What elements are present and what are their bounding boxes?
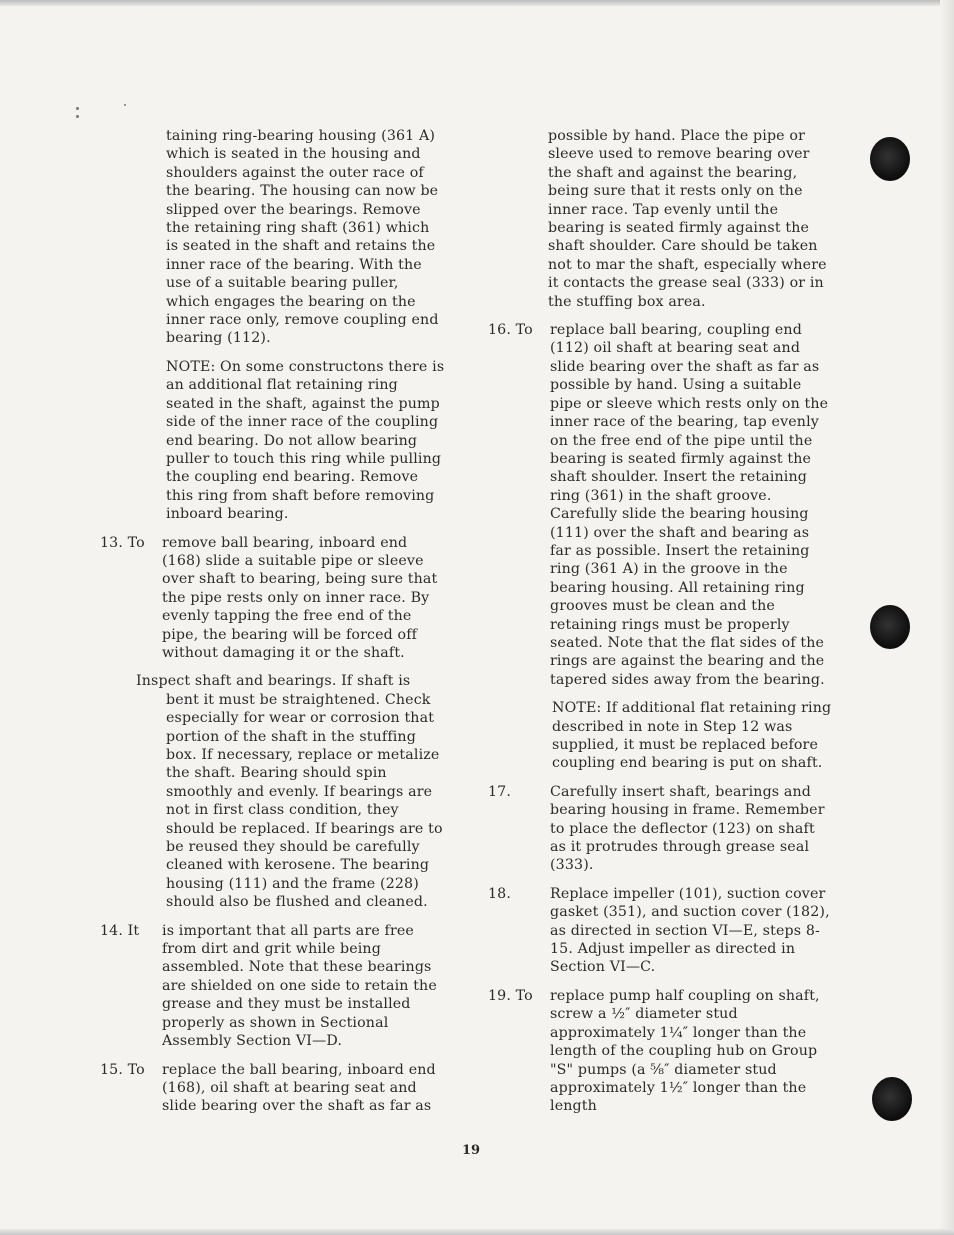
inspect-paragraph: Inspect shaft and bearings. If shaft is bent it must be straightened. Check especially for wear or corrosion that portion of the shaft in the stuffing box. If necessary, replace or metalize the shaft. Bearing should spin smoothly and evenly. If bearings are not in first class condition, they should be replaced. If bearings are to be reused they should be carefully cleaned with kerosene. The bearing housing (111) and the frame (228) should also be flushed and cleaned. (136, 673, 443, 911)
step-17 (488, 783, 833, 875)
right-column (488, 127, 833, 1126)
step-number: 14. It (100, 922, 140, 939)
punch-hole-middle (870, 605, 910, 649)
punch-hole-bottom (872, 1077, 912, 1121)
step-number: 18. (488, 885, 512, 902)
scan-speck (76, 107, 79, 110)
left-column (100, 127, 445, 1126)
page-number: 19 (462, 1143, 481, 1158)
page-right-edge (940, 0, 954, 1235)
step-19 (488, 987, 833, 1116)
page-bottom-edge (0, 1229, 954, 1235)
step-18 (488, 885, 833, 977)
step-text: is important that all parts are free from dirt and grit while being assembled. Note that these bearings are shielded on one side to retain the grease and they must be installed properly as shown in Sectional Assembly Section VI—D. (162, 922, 437, 1050)
step-15 (100, 1061, 445, 1116)
step-number: 19. To (488, 987, 533, 1004)
step-number: 16. To (488, 322, 533, 339)
step-text: Replace impeller (101), suction cover gasket (351), and suction cover (182), as directed in section VI—E, steps 8-15. Adjust impeller as directed in Section VI—C. (550, 885, 830, 976)
step-text: replace pump half coupling on shaft, screw a ½″ diameter stud approximately 1¼″ longer than the length of the coupling hub on Group "S" pumps (a ⅝″ diameter stud approximately 1½″ longer than the length (550, 987, 820, 1115)
scan-speck (76, 115, 79, 118)
note-paragraph: NOTE: If additional flat retaining ring described in note in Step 12 was supplied, it must be replaced before coupling end bearing is put on shaft. (552, 700, 832, 772)
step-number: 13. To (100, 534, 145, 551)
continued-paragraph: possible by hand. Place the pipe or sleeve used to remove bearing over the shaft and against the bearing, being sure that it rests only on the inner race. Tap evenly until the bearing is seated firmly against the shaft shoulder. Care should be taken not to mar the shaft, especially where it contacts the grease seal (333) or in the stuffing box area. (548, 128, 827, 310)
step-number: 15. To (100, 1061, 145, 1078)
step-number: 17. (488, 783, 512, 800)
step-text: Carefully insert shaft, bearings and bearing housing in frame. Remember to place the deflector (123) on shaft as it protrudes through grease seal (333). (550, 783, 825, 874)
continued-paragraph: taining ring-bearing housing (361 A) which is seated in the housing and shoulders against the outer race of the bearing. The housing can now be slipped over the bearings. Remove the retaining ring shaft (361) which is seated in the shaft and retains the inner race of the bearing. With the use of a suitable bearing puller, which engages the bearing on the inner race only, remove coupling end bearing (112). (166, 128, 439, 347)
page-top-edge (0, 0, 954, 6)
step-text: replace ball bearing, coupling end (112) oil shaft at bearing seat and slide bearing over the shaft as far as possible by hand. Using a suitable pipe or sleeve which rests only on the inner race of the bearing, tap evenly on the free end of the pipe until the bearing is seated firmly against the shaft shoulder. Insert the retaining ring (361) in the shaft groove. Carefully slide the bearing housing (111) over the shaft and bearing as far as possible. Insert the retaining ring (361 A) in the groove in the bearing housing. All retaining ring grooves must be clean and the retaining rings must be properly seated. Note that the flat sides of the rings are against the bearing and the tapered sides away from the bearing. (550, 322, 829, 688)
step-16 (488, 321, 833, 689)
note-paragraph: NOTE: On some constructons there is an additional flat retaining ring seated in the shaft, against the pump side of the inner race of the coupling end bearing. Do not allow bearing puller to touch this ring while pulling the coupling end bearing. Remove this ring from shaft before removing inboard bearing. (166, 358, 445, 523)
punch-hole-top (870, 137, 910, 181)
step-text: remove ball bearing, inboard end (168) slide a suitable pipe or sleeve over shaft to bearing, being sure that the pipe rests only on inner race. By evenly tapping the free end of the pipe, the bearing will be forced off without damaging it or the shaft. (162, 534, 438, 661)
scan-speck (124, 104, 126, 106)
step-14 (100, 922, 445, 1051)
step-13 (100, 534, 445, 663)
step-text: replace the ball bearing, inboard end (168), oil shaft at bearing seat and slide bearing over the shaft as far as (162, 1061, 436, 1115)
